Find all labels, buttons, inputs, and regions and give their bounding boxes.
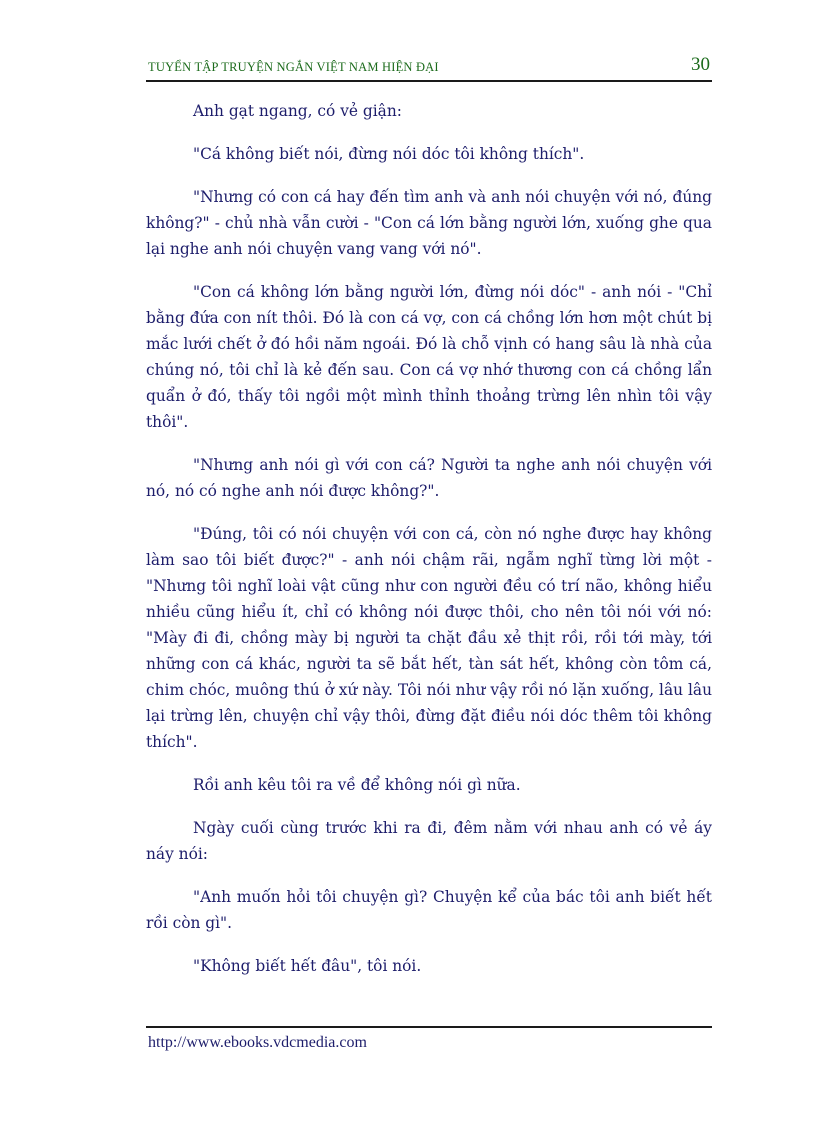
story-text	[146, 98, 712, 996]
paragraph: "Anh muốn hỏi tôi chuyện gì? Chuyện kể của bác tôi anh biết hết rồi còn gì".	[146, 888, 712, 932]
footer-divider	[146, 1026, 712, 1028]
paragraph: "Đúng, tôi có nói chuyện với con cá, còn nó nghe được hay không làm sao tôi biết được?" - anh nói chậm rãi, ngẫm nghĩ từng lời một - "Nhưng tôi nghĩ loài vật cũng như con người đều có trí não, không hiểu nhiều cũng hiểu ít, chỉ có không nói được thôi, cho nên tôi nói với nó: "Mày đi đi, chồng mày bị người ta chặt đầu xẻ thịt rồi, rồi tới mày, tới những con cá khác, người ta sẽ bắt hết, tàn sát hết, không còn tôm cá, chim chóc, muông thú ở xứ này. Tôi nói như vậy rồi nó lặn xuống, lâu lâu lại trừng lên, chuyện chỉ vậy thôi, đừng đặt điều nói dóc thêm tôi không thích".	[146, 525, 712, 751]
book-title: TUYỂN TẬP TRUYỆN NGẮN VIỆT NAM HIỆN ĐẠI	[148, 60, 439, 74]
paragraph: "Không biết hết đâu", tôi nói.	[193, 957, 422, 975]
paragraph: Ngày cuối cùng trước khi ra đi, đêm nằm với nhau anh có vẻ áy náy nói:	[146, 819, 712, 863]
paragraph: Anh gạt ngang, có vẻ giận:	[193, 102, 402, 120]
paragraph: Rồi anh kêu tôi ra về để không nói gì nữa.	[193, 776, 521, 794]
paragraph: "Cá không biết nói, đừng nói dóc tôi không thích".	[193, 145, 585, 163]
paragraph: "Nhưng có con cá hay đến tìm anh và anh nói chuyện với nó, đúng không?" - chủ nhà vẫn cười - "Con cá lớn bằng người lớn, xuống ghe qua lại nghe anh nói chuyện vang vang với nó".	[146, 188, 712, 258]
paragraph: "Con cá không lớn bằng người lớn, đừng nói dóc" - anh nói - "Chỉ bằng đứa con nít thôi. Đó là con cá vợ, con cá chồng lớn hơn một chút bị mắc lưới chết ở đó hồi năm ngoái. Đó là chỗ vịnh có hang sâu là nhà của chúng nó, tôi chỉ là kẻ đến sau. Con cá vợ nhớ thương con cá chồng lẩn quẩn ở đó, thấy tôi ngồi một mình thỉnh thoảng trừng lên nhìn tôi vậy thôi".	[146, 283, 712, 431]
footer-link[interactable]: http://www.ebooks.vdcmedia.com	[148, 1034, 367, 1051]
page-header	[146, 52, 712, 82]
paragraph: "Nhưng anh nói gì với con cá? Người ta nghe anh nói chuyện với nó, nó có nghe anh nói được không?".	[146, 456, 712, 500]
page-number: 30	[691, 54, 710, 75]
